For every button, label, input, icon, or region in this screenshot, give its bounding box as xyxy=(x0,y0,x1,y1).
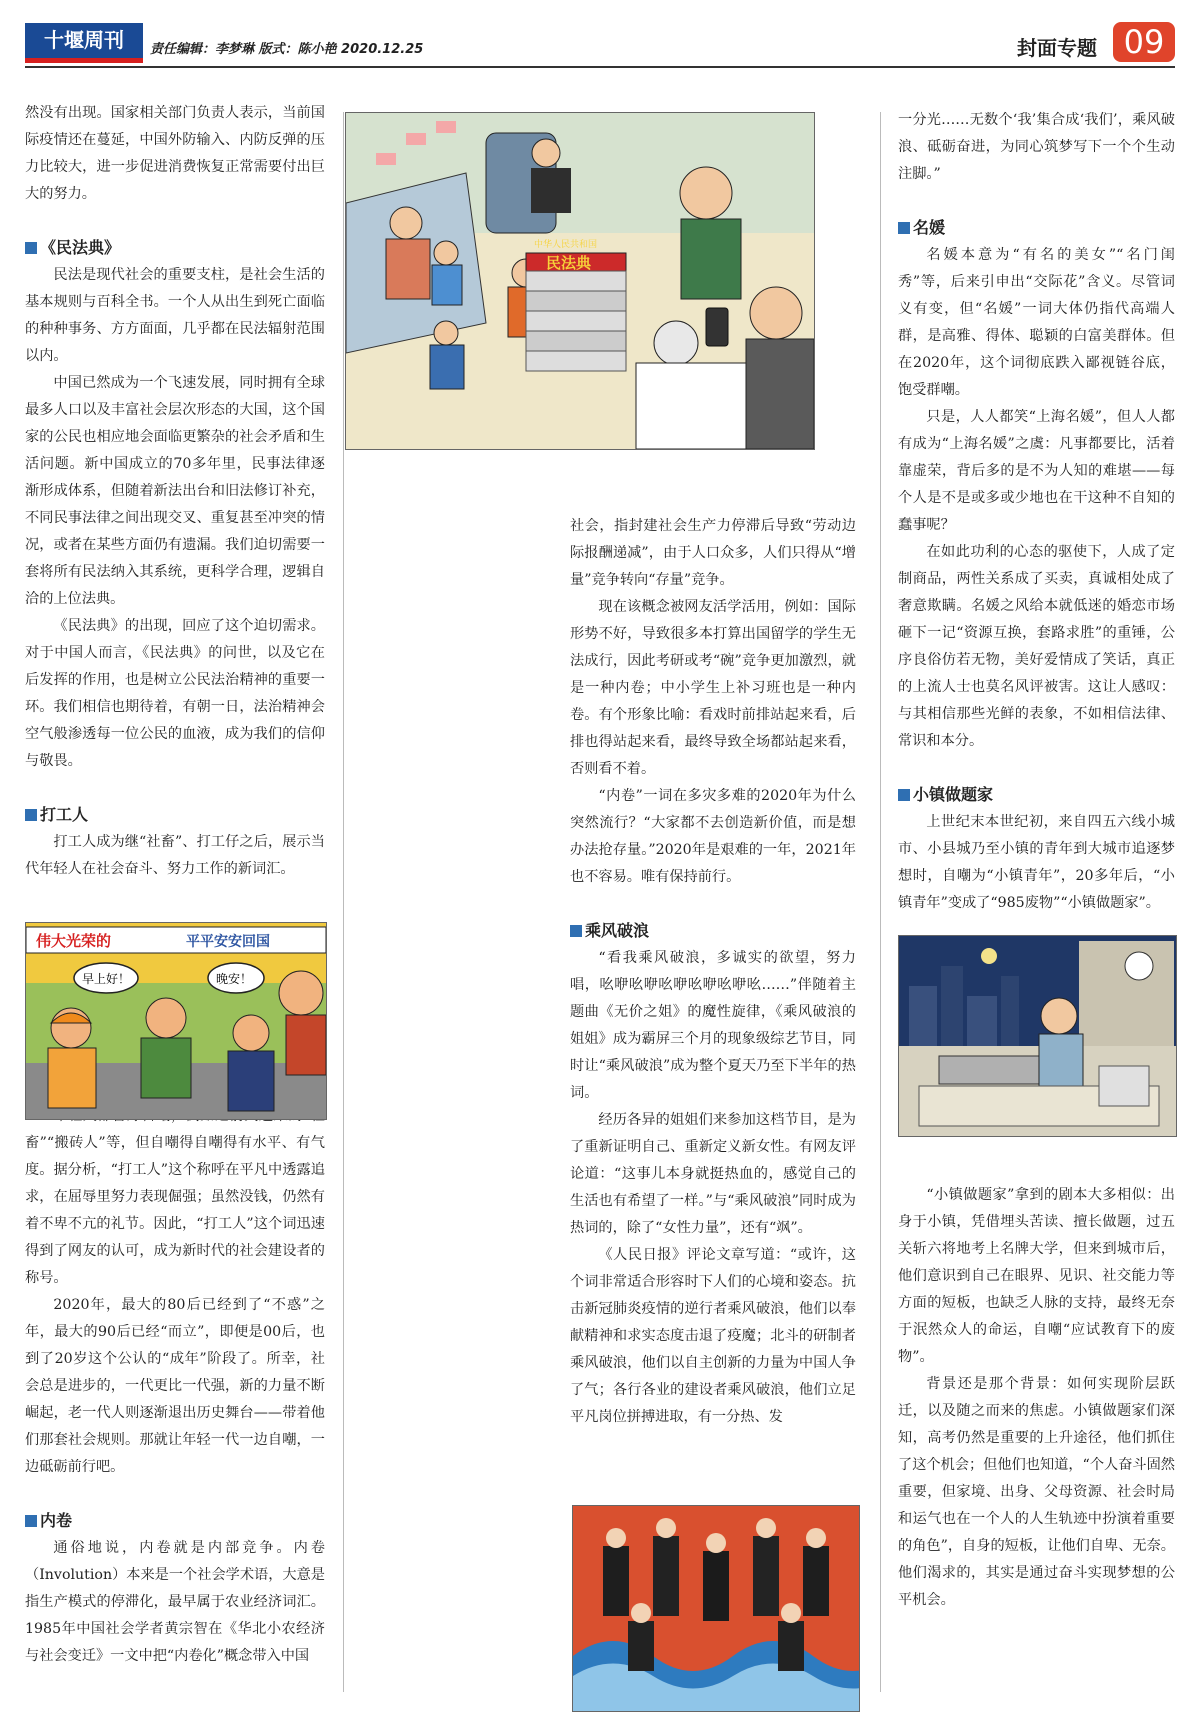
column-divider xyxy=(343,112,344,1692)
paragraph: 现在该概念被网友活学活用，例如：国际形势不好，导致很多本打算出国留学的学生无法成行，因此考研或考“碗”竞争更加激烈，就是一种内卷；中小学生上补习班也是一种内卷。有个形象比喻：看戏时前排站起来看，后排也得站起来看，最终导致全场都站起来看，否则看不着。 xyxy=(570,599,856,777)
heading-square-icon xyxy=(570,925,582,937)
paragraph: 民法是现代社会的重要支柱，是社会生活的基本规则与百科全书。一个人从出生到死亡面临的种种事务、方方面面，几乎都在民法辐射范围以内。 xyxy=(25,267,325,364)
heading-involution: 内卷 xyxy=(25,1507,325,1535)
banner-left-text: 伟大光荣的 xyxy=(36,932,112,950)
paragraph: 在如此功利的心态的驱使下，人成了定制商品，两性关系成了买卖，真诚相处成了奢意欺瞒。名媛之风给本就低迷的婚恋市场砸下一记“资源互换，套路求胜”的重锤，公序良俗仿若无物，美好爱情成了笑话，真正的上流人士也莫名风评被害。这让人感叹：与其相信那些光鲜的表象，不如相信法律、常识和本分。 xyxy=(898,544,1175,749)
heading-civil-code: 《民法典》 xyxy=(25,234,325,262)
paragraph: 背景还是那个背景：如何实现阶层跃迁，以及随之而来的焦虑。小镇做题家们深知，高考仍然是重要的上升途径，他们抓住了这个机会；但他们也知道，“个人奋斗固然重要，但家境、出身、父母资源、社会时局和运气也在一个人的人生轨迹中扮演着重要的角色”，自身的短板，让他们自卑、无奈。他们渴求的，其实是通过奋斗实现梦想的公平机会。 xyxy=(898,1376,1175,1608)
paragraph: 社会，指封建社会生产力停滞后导致“劳动边际报酬递减”，由于人口众多，人们只得从“增量”竞争转向“存量”竞争。 xyxy=(570,518,856,588)
paragraph: 2020年，最大的80后已经到了“不惑”之年，最大的90后已经“而立”，即便是00后，也到了20岁这个公认的“成年”阶段了。所幸，社会总是进步的，一代更比一代强，新的力量不断崛起，老一代人则逐渐退出历史舞台——带着他们那套社会规则。那就让年轻一代一边自嘲，一边砥砺前行吧。 xyxy=(25,1297,325,1475)
paragraph: “看我乘风破浪，多诚实的欲望，努力唱，吆咿吆咿吆咿吆咿吆咿吆……”伴随着主题曲《无价之姐》的魔性旋律，《乘风破浪的姐姐》成为霸屏三个月的现象级综艺节目，同时让“乘风破浪”成为整个夏天乃至下半年的热词。 xyxy=(570,950,856,1101)
worker-illustration xyxy=(25,922,327,1120)
header-rule xyxy=(25,66,1175,68)
book-title: 民法典 xyxy=(546,254,592,272)
paragraph: 经历各异的姐姐们来参加这档节目，是为了重新证明自己、重新定义新女性。有网友评论道：“这事儿本身就挺热血的，感觉自己的生活也有希望了一样。”与“乘风破浪”同时成为热词的，除了“女性力量”，还有“飒”。 xyxy=(570,1112,856,1236)
paragraph: 《人民日报》评论文章写道：“或许，这个词非常适合形容时下人们的心境和姿态。抗击新冠肺炎疫情的逆行者乘风破浪，他们以奉献精神和求实态度击退了疫魔；北斗的研制者乘风破浪，他们以自主创新的力量为中国人争了气；各行各业的建设者乘风破浪，他们立足平凡岗位拼搏进取，有一分热、发 xyxy=(570,1247,856,1425)
masthead-logo: 十堰周刊 xyxy=(25,23,143,63)
paragraph: “小镇做题家”拿到的剧本大多相似：出身于小镇，凭借埋头苦读、擅长做题，过五关斩六将地考上名牌大学，但来到城市后，他们意识到自己在眼界、见识、社交能力等方面的短板，也缺乏人脉的支持，最终无奈于泯然众人的命运，自嘲“应试教育下的废物”。 xyxy=(898,1187,1175,1365)
heading-square-icon xyxy=(25,809,37,821)
paragraph: 一分光……无数个‘我’集合成‘我们’，乘风破浪、砥砺奋进，为同心筑梦写下一个个生动注脚。” xyxy=(898,112,1175,182)
heading-square-icon xyxy=(25,242,37,254)
book-subtitle: 中华人民共和国 xyxy=(534,240,598,250)
bubble-night: 晚安！ xyxy=(216,972,253,986)
heading-square-icon xyxy=(898,222,910,234)
column-3 xyxy=(898,107,1175,1614)
paragraph: 中国已然成为一个飞速发展，同时拥有全球最多人口以及丰富社会层次形态的大国，这个国家的公民也相应地会面临更繁杂的社会矛盾和生活问题。新中国成立的70多年里，民事法律逐渐形成体系，但随着新法出台和旧法修订补充，不同民事法律之间出现交叉、重复甚至冲突的情况，或者在某些方面仍有遗漏。我们迫切需要一套将所有民法纳入其系统，更科学合理，逻辑自洽的上位法典。 xyxy=(25,375,325,607)
heading-worker: 打工人 xyxy=(25,801,325,829)
civil-code-illustration-art xyxy=(346,113,814,449)
sisters-illustration-art xyxy=(573,1506,859,1711)
editor-credits: 责任编辑：李梦琳 版式：陈小艳 2020.12.25 xyxy=(150,42,424,57)
bubble-morning: 早上好！ xyxy=(82,972,131,986)
worker-illustration-art xyxy=(26,923,326,1119)
small-town-illustration xyxy=(898,935,1177,1137)
paragraph: 只是，人人都笑“上海名媛”，但人人都有成为“上海名媛”之虞：凡事都要比，活着靠虚荣，背后多的是不为人知的难堪——每个人是不是或多或少地也在干这种不自知的蠢事呢？ xyxy=(898,409,1175,533)
small-town-illustration-art xyxy=(899,936,1176,1136)
section-title: 封面专题 xyxy=(1017,36,1097,60)
paragraph: 打工人成为继“社畜”、打工仔之后，展示当代年轻人在社会奋斗、努力工作的新词汇。 xyxy=(25,834,325,877)
paragraph: 畜”“搬砖人”等，但自嘲得自嘲得有水平、有气度。据分析，“打工人”这个称呼在平凡中透露追求，在屈辱里努力表现倔强；虽然没钱，仍然有着不卑不亢的礼节。因此，“打工人”这个词迅速得到了网友的认可，成为新时代的社会建设者的称号。 xyxy=(25,1135,325,1286)
heading-square-icon xyxy=(898,789,910,801)
heading-small-town: 小镇做题家 xyxy=(898,781,1175,809)
paragraph: 上世纪末本世纪初，来自四五六线小城市、小县城乃至小镇的青年到大城市追逐梦想时，自嘲为“小镇青年”，20多年后，“小镇青年”变成了“985废物”“小镇做题家”。 xyxy=(898,814,1175,911)
paragraph: 《民法典》的出现，回应了这个迫切需求。对于中国人而言，《民法典》的问世，以及它在后发挥的作用，也是树立公民法治精神的重要一环。我们相信也期待着，有朝一日，法治精神会空气般渗透每一位公民的血液，成为我们的信仰与敬畏。 xyxy=(25,618,325,769)
heading-socialite: 名媛 xyxy=(898,214,1175,242)
sisters-illustration xyxy=(572,1505,860,1712)
page-header xyxy=(25,18,1175,66)
paragraph: 通俗地说，内卷就是内部竞争。内卷（Involution）本来是一个社会学术语，大意是指生产模式的停滞化，最早属于农业经济词汇。1985年中国社会学者黄宗智在《华北小农经济与社会变迁》一文中把“内卷化”概念带入中国 xyxy=(25,1540,325,1664)
page-number-badge: 09 xyxy=(1113,22,1175,62)
column-divider xyxy=(880,112,881,1692)
intro-paragraph: 然没有出现。国家相关部门负责人表示，当前国际疫情还在蔓延，中国外防输入、内防反弹的压力比较大，进一步促进消费恢复正常需要付出巨大的努力。 xyxy=(25,105,325,202)
paragraph: 名媛本意为“有名的美女”“名门闺秀”等，后来引申出“交际花”含义。尽管词义有变，但“名媛”一词大体仍指代高端人群，是高雅、得体、聪颖的白富美群体。但在2020年，这个词彻底跌入鄙视链谷底，饱受群嘲。 xyxy=(898,247,1175,398)
column-2 xyxy=(570,513,856,1431)
paragraph: “内卷”一词在多灾多难的2020年为什么突然流行？“大家都不去创造新价值，而是想办法抢存量。”2020年是艰难的一年，2021年也不容易。唯有保持前行。 xyxy=(570,788,856,885)
banner-right-text: 平平安安回国 xyxy=(186,934,270,950)
heading-square-icon xyxy=(25,1515,37,1527)
civil-code-illustration xyxy=(345,112,815,450)
heading-wind-waves: 乘风破浪 xyxy=(570,917,856,945)
column-1 xyxy=(25,100,325,1670)
